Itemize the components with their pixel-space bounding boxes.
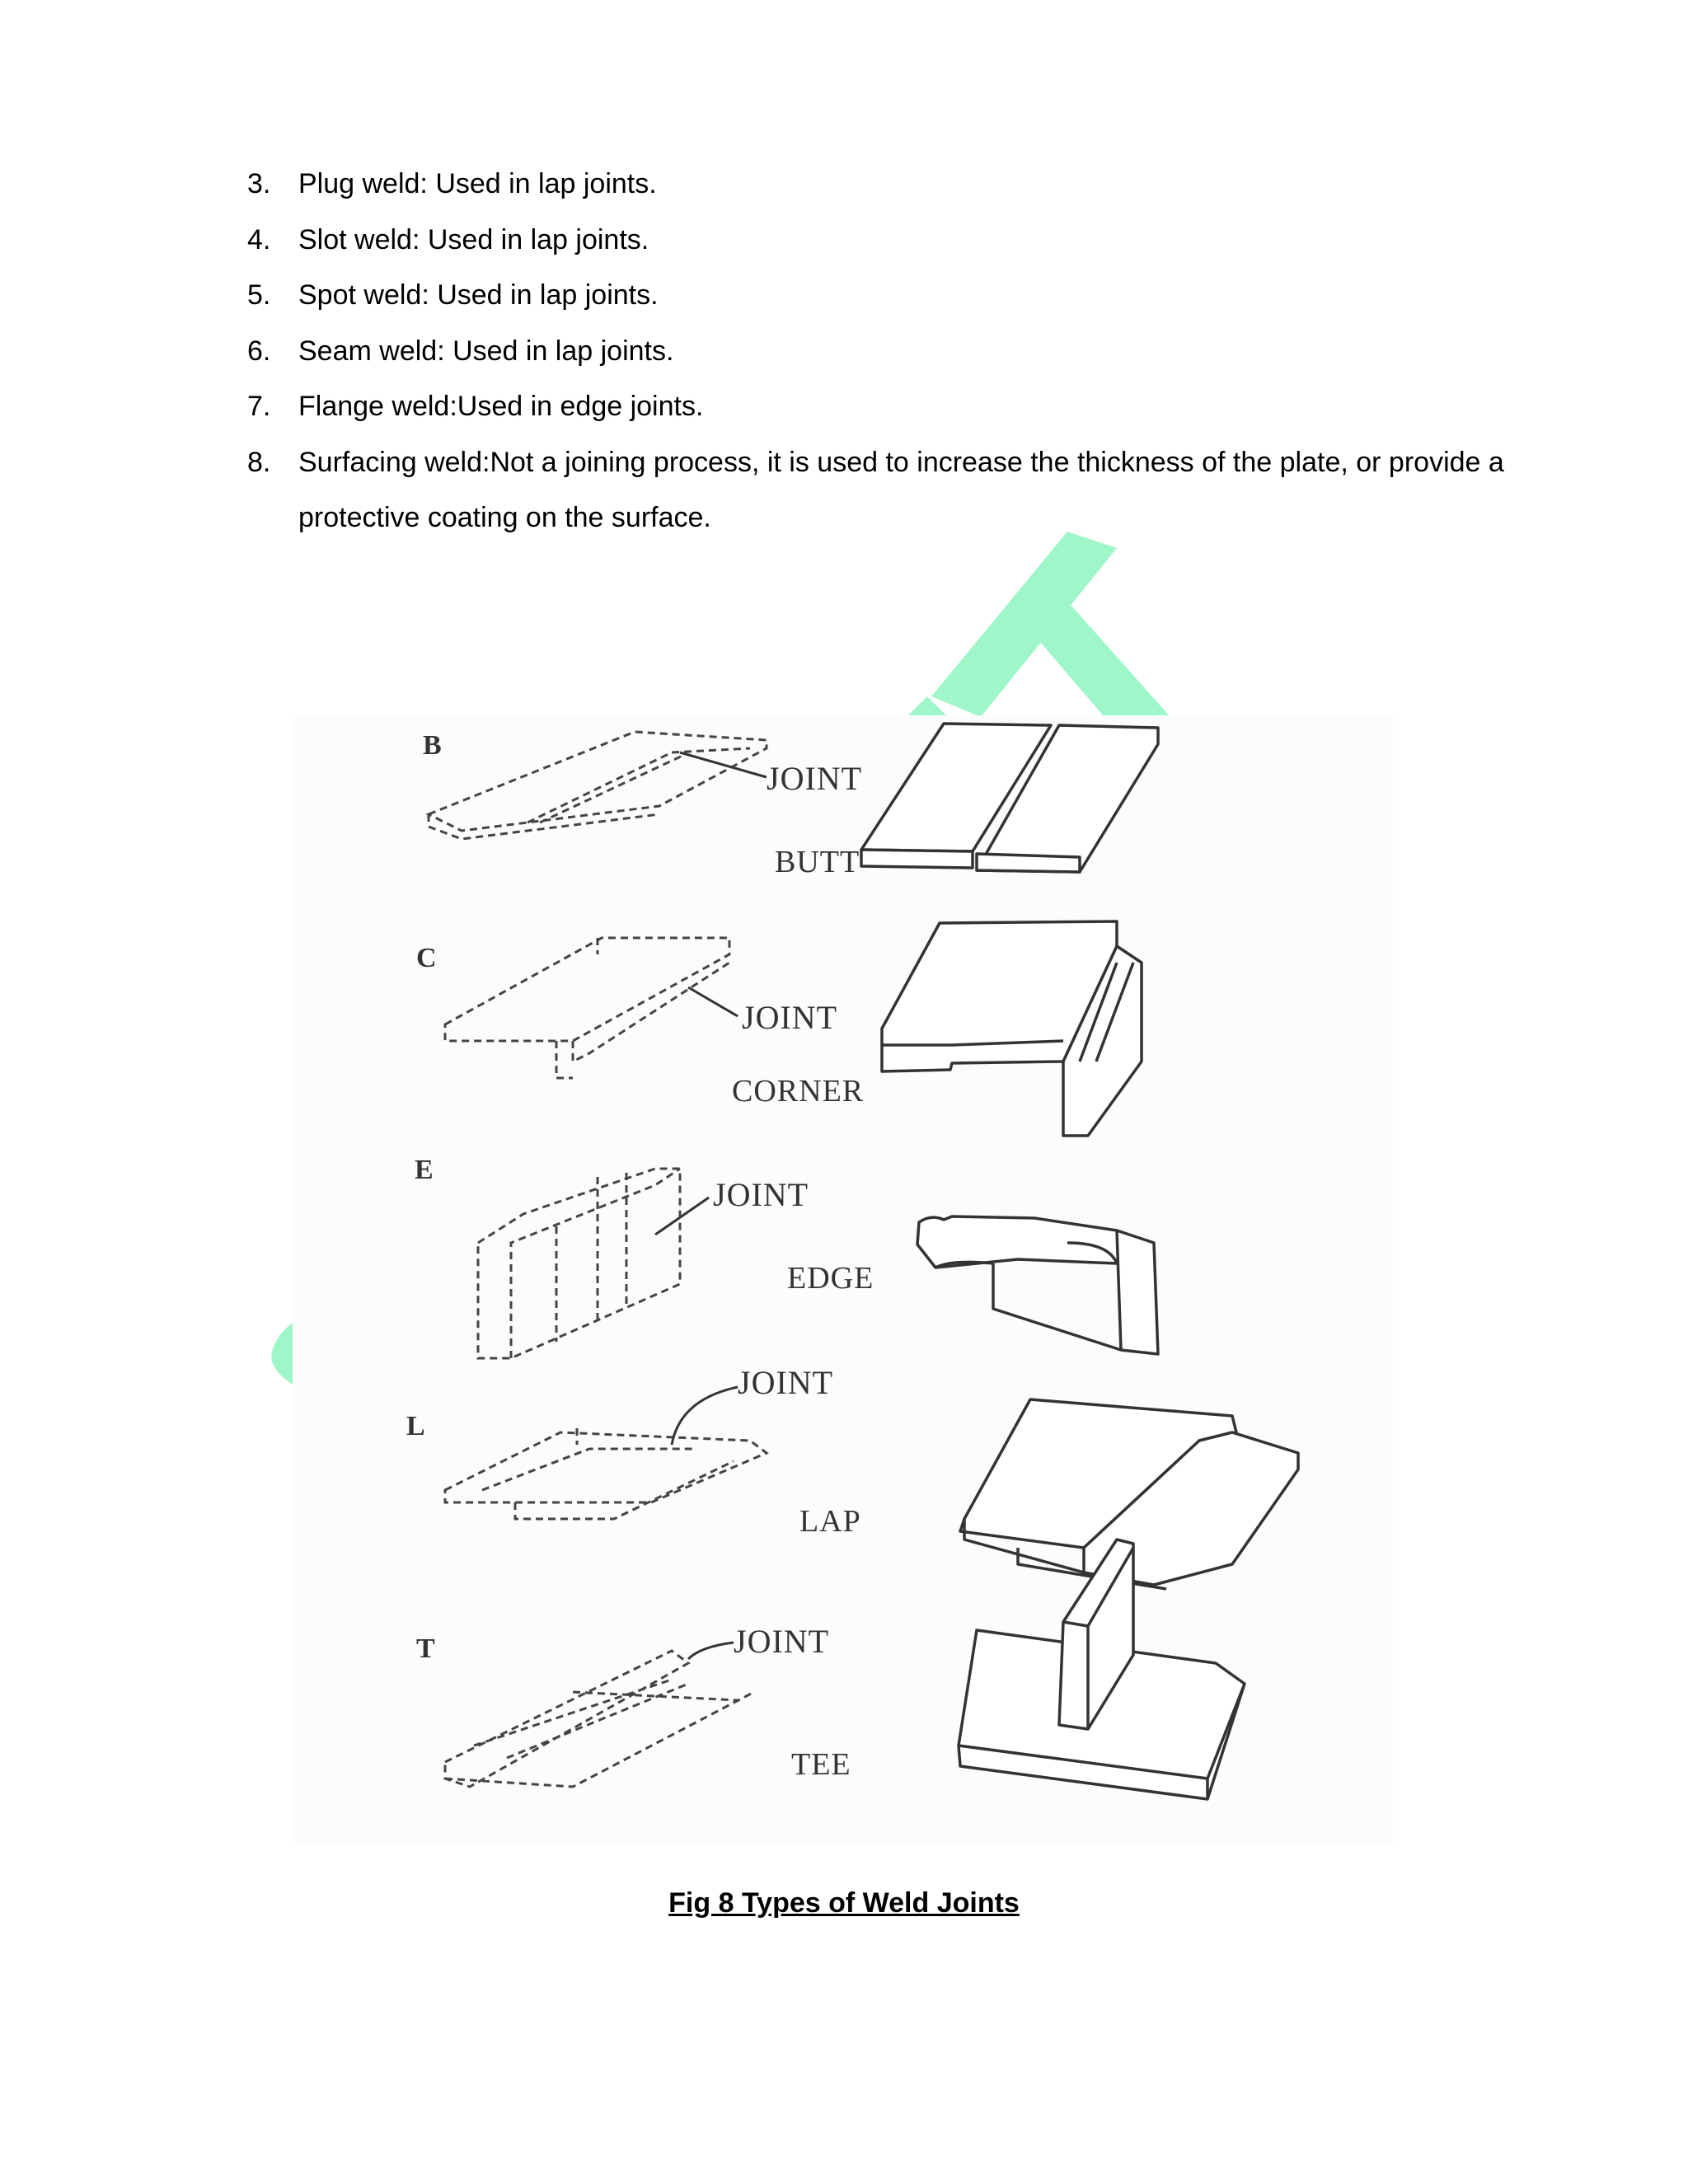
list-item: 6. Seam weld: Used in lap joints. — [247, 335, 674, 367]
list-item: 7. Flange weld:Used in edge joints. — [247, 391, 704, 422]
list-item: 4. Slot weld: Used in lap joints. — [247, 223, 649, 255]
weld-joints-figure — [293, 715, 1393, 1844]
joint-lap — [406, 1364, 1298, 1589]
tee-solid-drawing — [959, 1540, 1245, 1799]
joint-letter: E — [415, 1155, 434, 1185]
joint-type-label: LAP — [799, 1504, 861, 1539]
butt-line-drawing — [429, 732, 767, 839]
weld-joints-diagram — [293, 715, 1393, 1844]
watermark-left-arc — [271, 1323, 293, 1385]
joint-label: JOINT — [738, 1364, 834, 1401]
joint-tee — [416, 1540, 1245, 1799]
joint-letter: L — [406, 1411, 425, 1441]
joint-label: JOINT — [713, 1176, 809, 1213]
list-item: 3. Plug weld: Used in lap joints. — [247, 168, 657, 199]
weld-types-list — [247, 157, 1517, 546]
tee-line-drawing — [445, 1651, 754, 1787]
joint-letter: T — [416, 1633, 435, 1664]
joint-letter: C — [416, 943, 437, 973]
corner-line-drawing — [445, 938, 729, 1078]
joint-corner — [416, 921, 1142, 1136]
edge-line-drawing — [478, 1169, 680, 1358]
joint-letter: B — [423, 730, 442, 761]
butt-solid-drawing — [861, 724, 1158, 872]
joint-butt — [423, 724, 1158, 879]
list-item: 5. Spot weld: Used in lap joints. — [247, 279, 659, 311]
joint-label: JOINT — [767, 760, 863, 797]
joint-type-label: EDGE — [787, 1261, 874, 1296]
joint-label: JOINT — [742, 999, 838, 1036]
joint-edge — [415, 1155, 1158, 1358]
joint-type-label: BUTT — [775, 845, 860, 879]
edge-solid-drawing — [917, 1216, 1158, 1354]
lap-line-drawing — [445, 1428, 767, 1519]
list-item: 8. Surfacing weld:Not a joining process, it is used to increase the thickness of the plate, or provide a protective coating on the surface. — [247, 446, 1504, 533]
figure-caption: Fig 8 Types of Weld Joints — [668, 1887, 1020, 1919]
joint-type-label: CORNER — [732, 1074, 865, 1108]
corner-solid-drawing — [882, 921, 1142, 1136]
joint-type-label: TEE — [791, 1747, 851, 1782]
watermark-stroke-stem — [1030, 606, 1170, 717]
joint-label: JOINT — [734, 1623, 830, 1660]
